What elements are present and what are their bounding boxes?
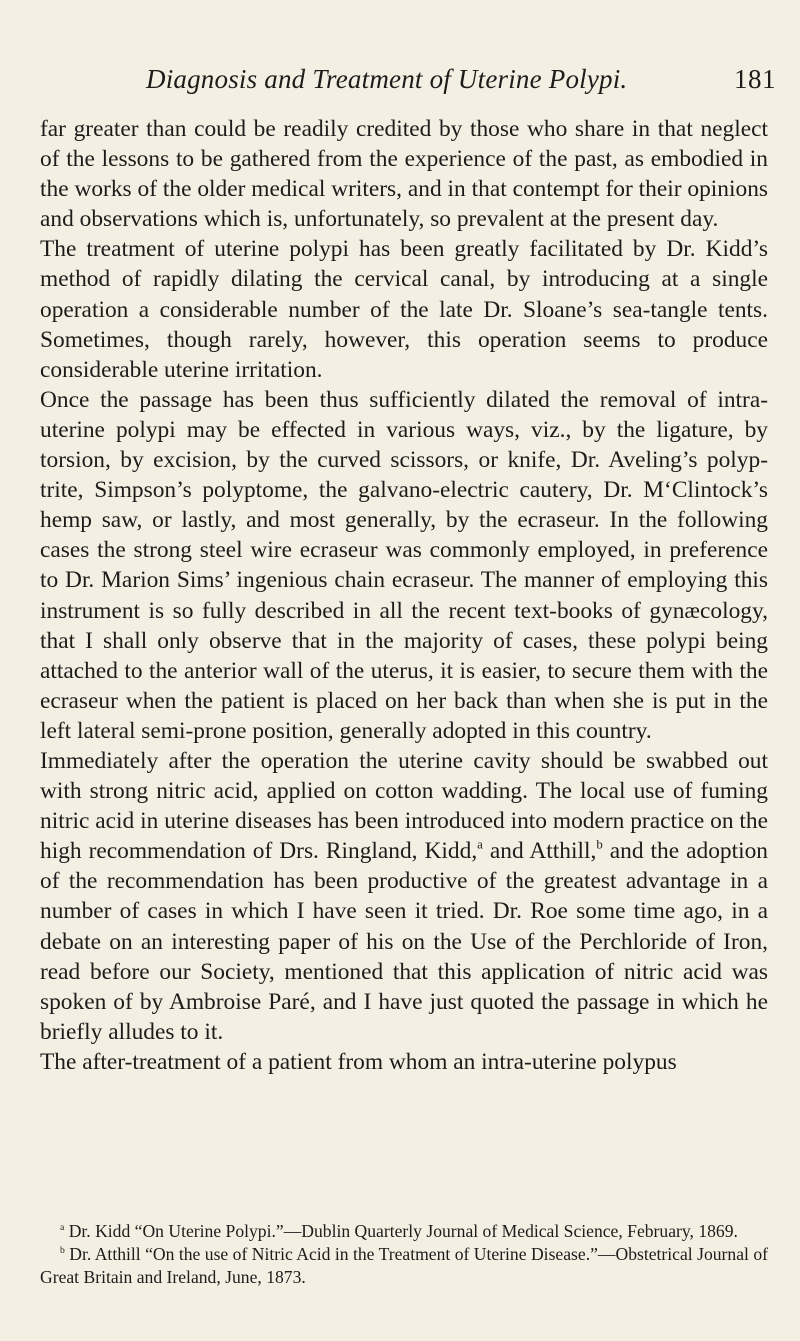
footnote-b-mark: b: [60, 1244, 65, 1256]
footnotes: [40, 1220, 768, 1289]
paragraph-3: Once the passage has been thus sufficiently dilated the removal of intra-uterine polypi may be effected in various ways, viz., by the ligature, by torsion, by excision, by the curved scissors, or knife, Dr. Aveling’s polyp-trite, Simpson’s polyptome, the galvano-electric cautery, Dr. M‘Clintock’s hemp saw, or lastly, and most generally, by the ecraseur. In the following cases the strong steel wire ecraseur was commonly employed, in preference to Dr. Marion Sims’ ingenious chain ecraseur. The manner of employing this instrument is so fully described in all the recent text-books of gynæcology, that I shall only observe that in the majority of cases, these polypi being attached to the anterior wall of the uterus, it is easier, to secure them with the ecraseur when the patient is placed on her back than when she is put in the left lateral semi-prone position, generally adopted in this country.: [40, 386, 768, 744]
paragraph-1: far greater than could be readily credited by those who share in that neglect of the lessons to be gathered from the experience of the past, as embodied in the works of the older medical writers, and in that contempt for their opinions and observations which is, unfortunately, so prevalent at the present day.: [40, 116, 768, 233]
footnote-a-mark: a: [60, 1221, 65, 1233]
running-title: Diagnosis and Treatment of Uterine Polypi.: [146, 64, 628, 94]
paragraph-2: The treatment of uterine polypi has been greatly facilitated by Dr. Kidd’s method of rapidly dilating the cervical canal, by introducing at a single operation a considerable number of the late Dr. Sloane’s sea-tangle tents. Sometimes, though rarely, however, this operation seems to produce considerable uterine irritation.: [40, 236, 768, 383]
paragraph-5: The after-treatment of a patient from whom an intra-uterine polypus: [40, 1048, 677, 1075]
footnote-ref-a: a: [477, 837, 483, 852]
paragraph-4: [40, 746, 768, 1047]
paragraph-4-part-3: and the adoption of the recommendation has been productive of the greatest advantage in a number of cases in which I have seen it tried. Dr. Roe some time ago, in a debate on an interesting paper of his on the Use of the Perchloride of Iron, read before our Society, mentioned that this application of nitric acid was spoken of by Ambroise Paré, and I have just quoted the passage in which he briefly alludes to it.: [40, 838, 769, 1045]
running-head: [146, 64, 776, 104]
page-number: 181: [734, 64, 776, 94]
body-text: [40, 114, 768, 1077]
paragraph-4-part-1: Immediately after the operation the uterine cavity should be swabbed out with strong nitric acid, applied on cotton wadding. The local use of fuming nitric acid in uterine diseases has been introduced into modern practice on the high recommendation of Drs. Ringland, Kidd,: [40, 747, 768, 865]
footnote-ref-b: b: [596, 837, 603, 852]
footnote-b: [40, 1243, 768, 1289]
footnote-a-text: Dr. Kidd “On Uterine Polypi.”—Dublin Quarterly Journal of Medical Science, February, 1869.: [64, 1221, 738, 1241]
footnote-b-text: Dr. Atthill “On the use of Nitric Acid in the Treatment of Uterine Disease.”—Obstetrical Journal of Great Britain and Ireland, June, 1873.: [40, 1244, 768, 1287]
footnote-a: [40, 1220, 768, 1243]
paragraph-4-part-2: and Atthill,: [482, 838, 597, 865]
